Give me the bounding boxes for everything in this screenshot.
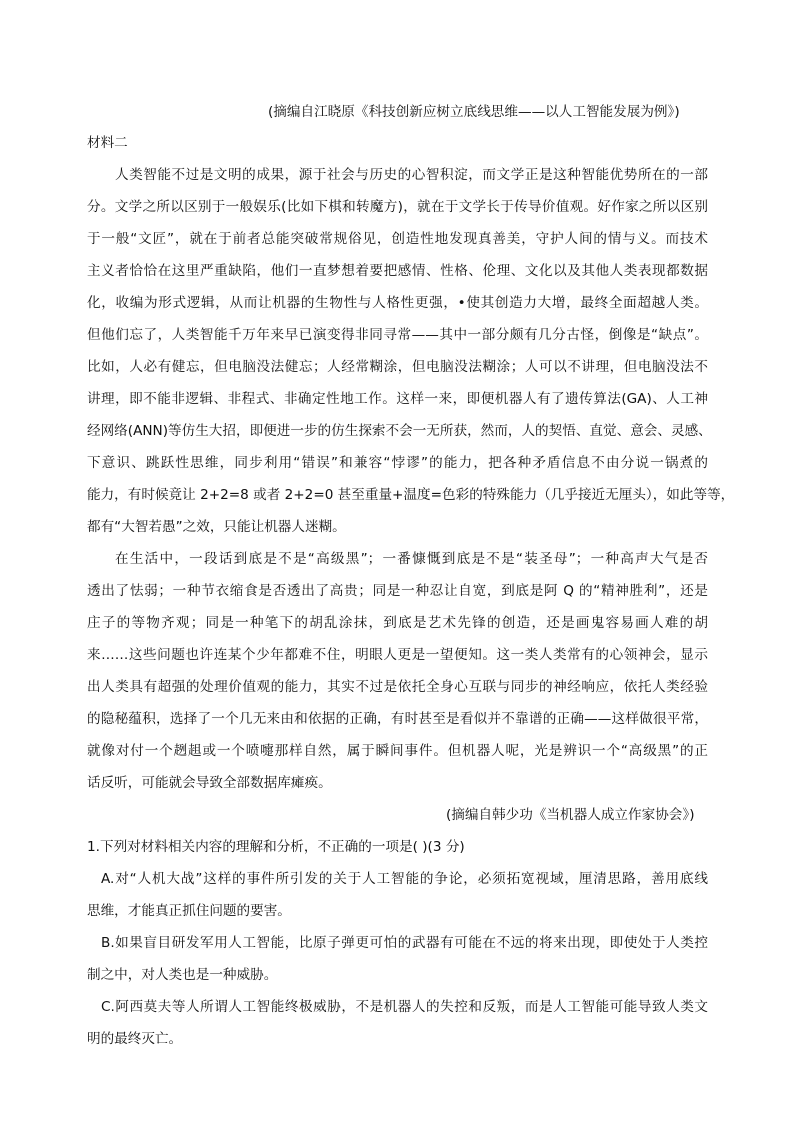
paragraph-line: 的隐秘蕴积，选择了一个几无来由和依据的正确，有时甚至是看似并不靠谱的正确——这样做很平常， (87, 711, 708, 727)
paragraph-line: 于一般“文匠”，就在于前者总能突破常规俗见，创造性地发现真善美，守护人间的情与义。而技术 (87, 231, 708, 247)
paragraph-line: 能力，有时候竟让 2+2=8 或者 2+2=0 甚至重量+温度=色彩的特殊能力（几乎接近无厘头），如此等等， (87, 487, 735, 503)
paragraph-line: 透出了怯弱；一种节衣缩食是否透出了高贵；同是一种忍让自宽，到底是阿 Q 的“精神胜利”，还是 (87, 583, 708, 599)
option-line: B.如果盲目研发军用人工智能，比原子弹更可怕的武器有可能在不远的将来出现，即使处于人类控 (101, 935, 708, 951)
paragraph-line: 讲理，即不能非逻辑、非程式、非确定性地工作。这样一来，即便机器人有了遗传算法(GA)、人工神 (87, 391, 708, 407)
paragraph-line: 都有“大智若愚”之效，只能让机器人迷糊。 (87, 519, 346, 535)
paragraph-line: 来……这些问题也许连某个少年都难不住，明眼人更是一望便知。这一类人类常有的心领神会，显示 (87, 647, 708, 663)
paragraph-line: 分。文学之所以区别于一般娱乐(比如下棋和转魔方)，就在于文学长于传导价值观。好作家之所以区别 (87, 199, 708, 215)
option-line: 明的最终灭亡。 (87, 1031, 183, 1047)
source-citation-1: (摘编自江晓原《科技创新应树立底线思维——以人工智能发展为例》) (268, 104, 680, 120)
paragraph-line: 下意识、跳跃性思维，同步利用“错误”和兼容“悖谬”的能力，把各种矛盾信息不由分说一锅煮的 (87, 455, 708, 471)
option-line: 制之中，对人类也是一种威胁。 (87, 967, 278, 983)
paragraph-line: 出人类具有超强的处理价值观的能力，其实不过是依托全身心互联与同步的神经响应，依托人类经验 (87, 679, 708, 695)
paragraph-line: 比如，人必有健忘，但电脑没法健忘；人经常糊涂，但电脑没法糊涂；人可以不讲理，但电脑没法不 (87, 359, 708, 375)
paragraph-line: 主义者恰恰在这里严重缺陷，他们一直梦想着要把感情、性格、伦理、文化以及其他人类表现都数据 (87, 263, 708, 279)
paragraph-line: 在生活中，一段话到底是不是“高级黑”；一番慷慨到底是不是“装圣母”；一种高声大气是否 (115, 551, 708, 567)
option-line: A.对“人机大战”这样的事件所引发的关于人工智能的争论，必须拓宽视域，厘清思路，善用底线 (101, 871, 708, 887)
option-line: 思维，才能真正抓住问题的要害。 (87, 903, 291, 919)
paragraph-line: 经网络(ANN)等仿生大招，即便进一步的仿生探索不会一无所获，然而，人的契悟、直觉、意会、灵感、 (87, 423, 712, 439)
option-line: C.阿西莫夫等人所谓人工智能终极威胁，不是机器人的失控和反叛，而是人工智能可能导致人类文 (101, 999, 708, 1015)
section-title-material-2: 材料二 (87, 135, 128, 151)
paragraph-line: 化，收编为形式逻辑，从而让机器的生物性与人格性更强，•使其创造力大增，最终全面超越人类。 (87, 295, 708, 311)
paragraph-line: 就像对付一个趔趄或一个喷嚏那样自然，属于瞬间事件。但机器人呢，光是辨识一个“高级黑”的正 (87, 743, 708, 759)
paragraph-line: 庄子的等物齐观；同是一种笔下的胡乱涂抹，到底是艺术先锋的创造，还是画鬼容易画人难的胡 (87, 615, 708, 631)
paragraph-line: 人类智能不过是文明的成果，源于社会与历史的心智积淀，而文学正是这种智能优势所在的一部 (115, 167, 708, 183)
paragraph-line: 话反听，可能就会导致全部数据库瘫痪。 (87, 775, 332, 791)
question-stem: 1.下列对材料相关内容的理解和分析，不正确的一项是( )(3 分) (87, 839, 465, 855)
source-citation-2: (摘编自韩少功《当机器人成立作家协会》) (446, 807, 695, 823)
paragraph-line: 但他们忘了，人类智能千万年来早已演变得非同寻常——其中一部分颇有几分古怪，倒像是“缺点”。 (87, 327, 708, 343)
